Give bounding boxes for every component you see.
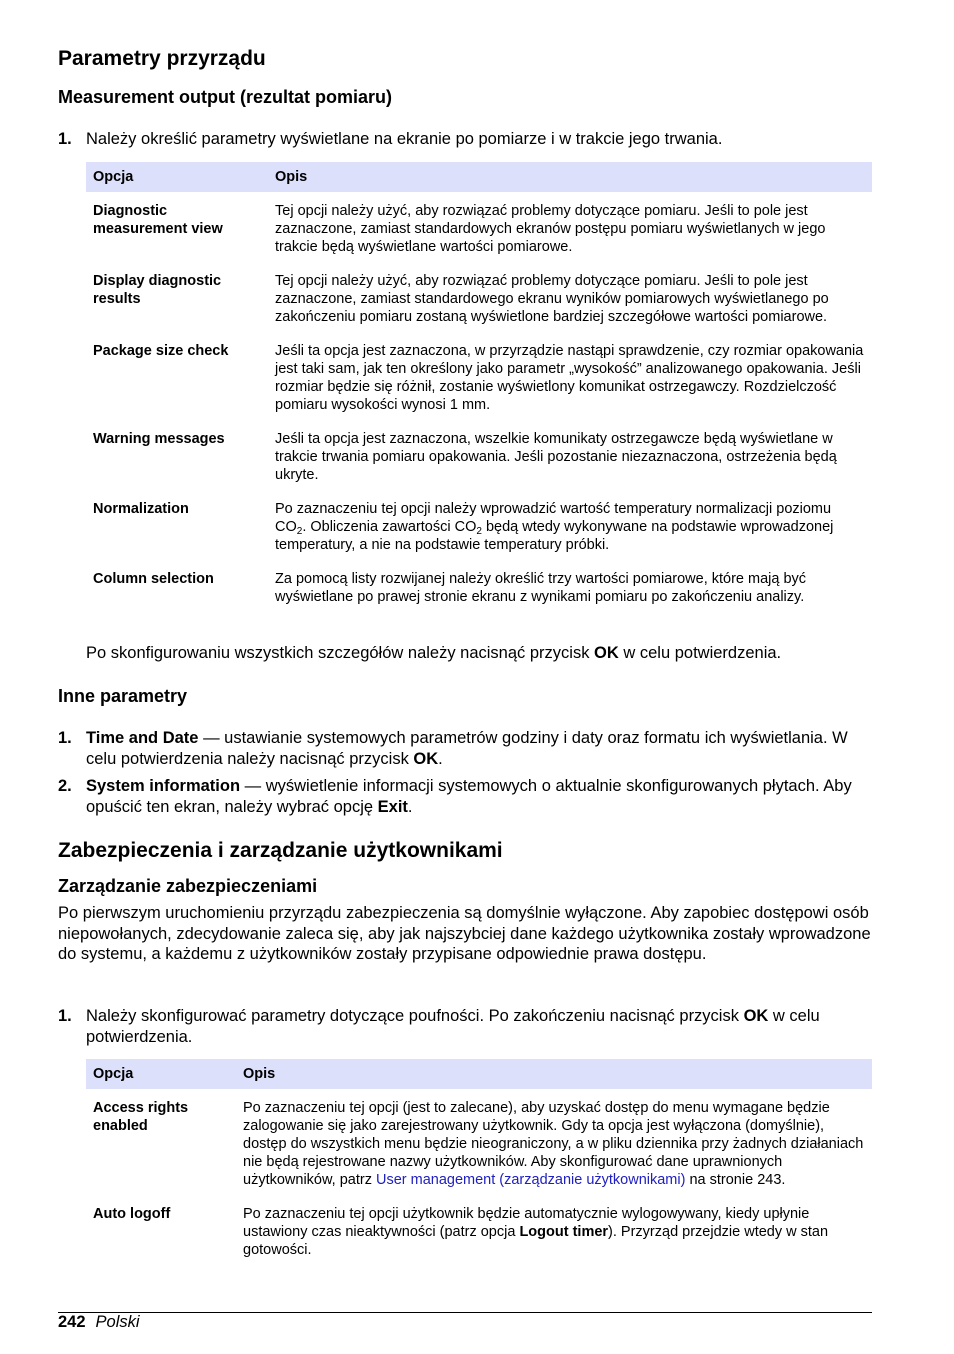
table-row	[86, 490, 872, 560]
option-name: Package size check	[93, 343, 229, 359]
col-header-description: Opis	[268, 162, 872, 192]
subsection-title-inne-parametry: Inne parametry	[58, 686, 188, 706]
intro-paragraph: Po pierwszym uruchomieniu przyrządu zabezpieczenia są domyślnie wyłączone. Aby zapobiec dostępowi osób niepowołanych, zdecydowanie zaleca się, aby jak najszybciej dane każdego użytkownika zostały wprowadzone do systemu, a każdemu z użytkowników zostały przypisane odpowiednie prawa dostępu.	[58, 904, 871, 963]
option-description: Po zaznaczeniu tej opcji należy wprowadzić wartość temperatury normalizacji poziomu $CO_2$. Obliczenia zawartości $CO_2$ będą wtedy wykonywane na podstawie wprowadzonej temperatury, a nie na podstawie temperatury próbki.	[275, 501, 834, 553]
step-1-measurement	[58, 129, 872, 150]
option-description: Jeśli ta opcja jest zaznaczona, wszelkie komunikaty ostrzegawcze będą wyświetlane w trakcie trwania pomiaru opakowania. Jeśli pozostanie niezaznaczona, ostrzeżenia będą ukryte.	[275, 431, 837, 483]
table-row	[86, 262, 872, 332]
table-row	[86, 1089, 872, 1195]
list-item: 2. System information — wyświetlenie informacji systemowych o aktualnie skonfigurowanych płytach. Aby opuścić ten ekran, należy wybrać opcję Exit.	[58, 777, 852, 816]
subsection-title-measurement-output: Measurement output (rezultat pomiaru)	[58, 87, 393, 107]
table-header-row	[86, 1059, 872, 1089]
col-header-option: Opcja	[86, 162, 268, 192]
option-name: Column selection	[93, 571, 214, 587]
page-number: 242	[58, 1313, 86, 1331]
security-options-table	[86, 1059, 872, 1265]
option-description: Jeśli ta opcja jest zaznaczona, w przyrządzie nastąpi sprawdzenie, czy rozmiar opakowania jest taki sam, jak ten określony jako parametr „wysokość” analizowanego opakowania. Jeśli rozmiar będzie się różnił, zostanie wyświetlony komunikat ostrzegawczy. Rozdzielczość pomiaru wysokości wynosi 1 mm.	[275, 343, 864, 413]
measurement-options-table	[86, 162, 872, 612]
option-name: Normalization	[93, 501, 189, 517]
option-description: Tej opcji należy użyć, aby rozwiązać problemy dotyczące pomiaru. Jeśli to pole jest zaznaczone, zamiast standardowego ekranu wyników pomiarowych wyświetlanego po zakończeniu pomiaru zostaną wyświetlone bardziej szczegółowe wartości pomiarowe.	[275, 273, 829, 325]
footer-language: Polski	[95, 1313, 140, 1331]
confirm-paragraph: Po skonfigurowaniu wszystkich szczegółów należy nacisnąć przycisk OK w celu potwierdzenia.	[86, 644, 782, 662]
step-text: Należy określić parametry wyświetlane na ekranie po pomiarze i w trakcie jego trwania.	[86, 130, 723, 148]
option-name: Display diagnostic results	[93, 273, 222, 307]
col-header-description: Opis	[236, 1059, 872, 1089]
user-management-link[interactable]: User management (zarządzanie użytkownikami)	[375, 1172, 686, 1188]
list-item: 1. Time and Date — ustawianie systemowych parametrów godziny i daty oraz formatu ich wyświetlania. W celu potwierdzenia należy nacisnąć przycisk OK.	[58, 729, 848, 768]
option-description: Po zaznaczeniu tej opcji (jest to zalecane), aby uzyskać dostęp do menu wymagane będzie zalogowanie się jako zarejestrowany użytkownik. Gdy ta opcja jest wyłączona (domyślnie), dostęp do wszystkich menu będzie nieograniczony, a w pliku dziennika przy żadnych działaniach nie będą rejestrowane nazwy użytkowników. Aby skonfigurować dane uprawnionych użytkowników, patrz User management (zarządzanie użytkownikami) na stronie 243.	[243, 1100, 864, 1188]
option-description: Po zaznaczeniu tej opcji użytkownik będzie automatycznie wylogowywany, kiedy upłynie ustawiony czas nieaktywności (patrz opcja Logout timer). Przyrząd przejdzie wtedy w stan gotowości.	[243, 1206, 829, 1258]
subsection-title-zarzadzanie: Zarządzanie zabezpieczeniami	[58, 876, 318, 896]
table-row	[86, 420, 872, 490]
table-row	[86, 1195, 872, 1265]
page-footer	[58, 1312, 140, 1332]
table-row	[86, 192, 872, 262]
table-row	[86, 332, 872, 420]
table-header-row	[86, 162, 872, 192]
option-name: Access rights enabled	[93, 1100, 189, 1134]
footer-divider	[58, 1312, 872, 1313]
option-name: Auto logoff	[93, 1206, 171, 1222]
option-name: Diagnostic measurement view	[93, 203, 223, 237]
step-number: 1.	[58, 130, 72, 148]
col-header-option: Opcja	[86, 1059, 236, 1089]
section-title-zabezpieczenia: Zabezpieczenia i zarządzanie użytkownikami	[58, 839, 503, 862]
option-description: Za pomocą listy rozwijanej należy określić trzy wartości pomiarowe, które mają być wyświetlane po prawej stronie ekranu z wynikami pomiaru po zakończeniu analizy.	[275, 571, 807, 605]
section-title-parametry: Parametry przyrządu	[58, 47, 266, 70]
option-description: Tej opcji należy użyć, aby rozwiązać problemy dotyczące pomiaru. Jeśli to pole jest zaznaczone, zamiast standardowych ekranów postępu pomiaru wyświetlanych w jego trakcie będą wyświetlane wartości pomiarowe.	[275, 203, 826, 255]
table-row	[86, 560, 872, 612]
option-name: Warning messages	[93, 431, 225, 447]
step-1-security: 1. Należy skonfigurować parametry dotyczące poufności. Po zakończeniu nacisnąć przycisk OK w celu potwierdzenia.	[58, 1007, 820, 1046]
